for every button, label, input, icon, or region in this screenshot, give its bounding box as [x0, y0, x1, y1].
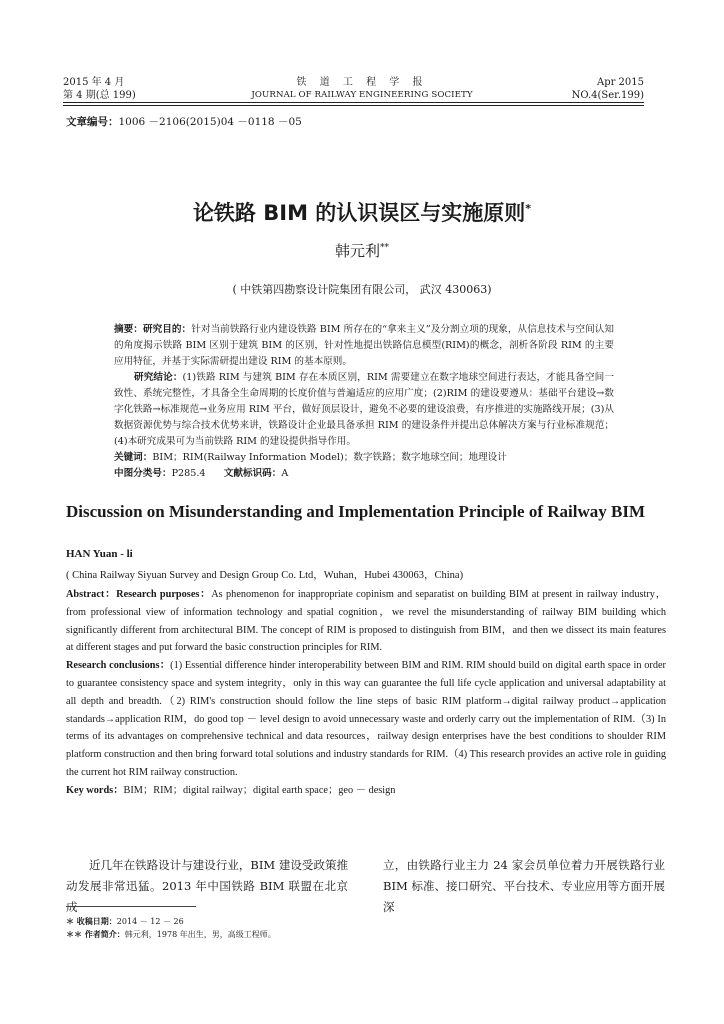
keywords-cn-label: 关键词： — [114, 452, 153, 463]
abstract-en-purpose — [66, 586, 666, 657]
conclusion-en-text: (1) Essential difference hinder interoperability between BIM and RIM. RIM should build on digital earth space in order to guarantee consistency space and system integrity，only in this way can guarantee the full life cycle application and universal adaptability at all depth and breadth.（2) RIM's construction should follow the line steps of basic RIM platform→digital railway product→application standards→application RIM，do good top － level design to avoid unnecessary waste and orderly carry out the implementation of RIM.（3) In terms of its advantages on comprehensive technical and data resources，railway design enterprises have the best conditions to shoulder RIM platform construction and then bring forward total solutions and industry standards for RIM.（4) This research provides an active role in guiding the current hot RIM railway construction. — [66, 660, 666, 778]
header-journal — [230, 76, 494, 102]
footnote-received-label: ＊ 收稿日期： — [66, 917, 117, 926]
header-rule — [63, 102, 644, 103]
abstract-en-label: Abstract： — [66, 589, 117, 600]
journal-name-en: JOURNAL OF RAILWAY ENGINEERING SOCIETY — [251, 90, 473, 100]
author-en: HAN Yuan - li — [66, 548, 133, 560]
footnote-rule — [66, 906, 196, 907]
author-cn-name: 韩元利 — [334, 242, 380, 260]
clc-value: P285.4 — [171, 468, 206, 479]
author-cn — [60, 240, 664, 261]
conclusion-cn-label: 研究结论： — [134, 372, 183, 383]
clc-label: 中图分类号： — [114, 468, 172, 479]
purpose-en-text: As phenomenon for inappropriate copinism and separatist on building BIM at present in railway industry，from professional view of information technology and spatial cognition，we revel the misunderstanding of railway BIM building which significantly different from architectural BIM. The concept of RIM is proposed to distinguish from BIM，and then we dissect its main features at different stages and put forward the basic construction principles for RIM. — [66, 589, 666, 654]
title-footnote-mark: * — [525, 202, 532, 215]
article-number-label: 文章编号： — [66, 116, 119, 128]
footnote-received-date: 2014 － 12 － 26 — [116, 917, 184, 926]
keywords-cn-text: BIM；RIM(Railway Information Model)；数字铁路；数字地球空间；地理设计 — [152, 452, 507, 463]
affiliation-cn: ( 中铁第四勘察设计院集团有限公司， 武汉 430063) — [232, 283, 492, 296]
header-left — [63, 76, 183, 102]
affiliation-en: ( China Railway Siyuan Survey and Design Group Co. Ltd，Wuhan，Hubei 430063，China) — [66, 570, 464, 581]
body-paragraph: 近几年在铁路设计与建设行业，BIM 建设受政策推动发展非常迅猛。2013 年中国铁路 BIM 联盟在北京成 — [66, 858, 348, 914]
body-column-right — [383, 855, 665, 918]
purpose-en-label: Research purposes： — [116, 589, 212, 600]
footnote-author-label: ＊＊ 作者简介： — [66, 930, 125, 939]
abstract-cn-purpose — [114, 322, 614, 370]
doc-code-label: 文献标识码： — [223, 468, 282, 479]
conclusion-en-label: Research conclusions： — [66, 660, 171, 672]
body-column-left — [66, 855, 348, 918]
abstract-en — [66, 586, 666, 800]
paper-title-cn — [60, 197, 664, 227]
header-date-en: Apr 2015 — [596, 77, 644, 88]
footnote-received — [66, 915, 276, 928]
abstract-cn — [114, 322, 614, 482]
article-number-value: 1006 －2106(2015)04 －0118 －05 — [118, 116, 302, 128]
header-rule-thin — [63, 105, 644, 106]
footnote-author — [66, 928, 276, 941]
keywords-en — [66, 782, 666, 800]
header-issue-en: NO.4(Ser.199) — [571, 90, 644, 101]
header-right — [524, 76, 644, 102]
paper-title-en: Discussion on Misunderstanding and Implementation Principle of Railway BIM — [66, 502, 646, 521]
keywords-en-text: BIM；RIM；digital railway；digital earth space；geo － design — [123, 784, 396, 796]
author-footnote-mark: ** — [380, 243, 389, 253]
footnotes — [66, 915, 276, 941]
header-issue: 第 4 期(总 199) — [63, 90, 136, 101]
paper-title-cn-text: 论铁路 BIM 的认识误区与实施原则 — [192, 201, 526, 225]
doc-code-value: A — [281, 468, 289, 479]
footnote-author-bio: 韩元利，1978 年出生，男，高级工程师。 — [124, 930, 276, 939]
abstract-cn-conclusion — [114, 370, 614, 450]
header-date: 2015 年 4 月 — [63, 77, 125, 88]
body-paragraph: 立，由铁路行业主力 24 家会员单位着力开展铁路行业 BIM 标准、接口研究、平台技术、专业应用等方面开展深 — [383, 858, 665, 914]
abstract-cn-label: 摘要： — [114, 324, 143, 335]
keywords-cn — [114, 450, 614, 466]
purpose-cn-text: 针对当前铁路行业内建设铁路 BIM 所存在的“拿来主义”及分割立项的现象，从信息技术与空间认知的角度揭示铁路 BIM 区别于建筑 BIM 的区别，针对性地提出铁路信息模型(RIM)的概念，剖析各阶段 RIM 的主要应用特征，并基于实际需研提出建设 RIM 的基本原则。 — [114, 324, 615, 367]
journal-name-cn: 铁 道 工 程 学 报 — [296, 77, 428, 88]
conclusion-cn-text: (1)铁路 RIM 与建筑 BIM 存在本质区别，RIM 需要建立在数字地球空间进行表达，才能具备空间一致性、系统完整性，才具备全生命周期的长度价值与普遍适应的应用广度；(2)RIM 的建设要遵从：基础平台建设→数字化铁路→标准规范→业务应用 RIM 平台，做好顶层设计，避免不必要的建设浪费，有序推进的实施路线开展；(3)从数据资源优势与综合技术优势来讲，铁路设计企业最具备承担 RIM 的建设条件并提出总体解决方案与行业标准规范；(4)本研究成果可为当前铁路 RIM 的建设提供指导作用。 — [114, 372, 614, 447]
abstract-en-conclusion — [66, 657, 666, 782]
keywords-en-label: Key words： — [66, 784, 124, 796]
classification-cn — [114, 466, 614, 482]
purpose-cn-label: 研究目的： — [142, 324, 192, 335]
article-number — [66, 114, 302, 129]
